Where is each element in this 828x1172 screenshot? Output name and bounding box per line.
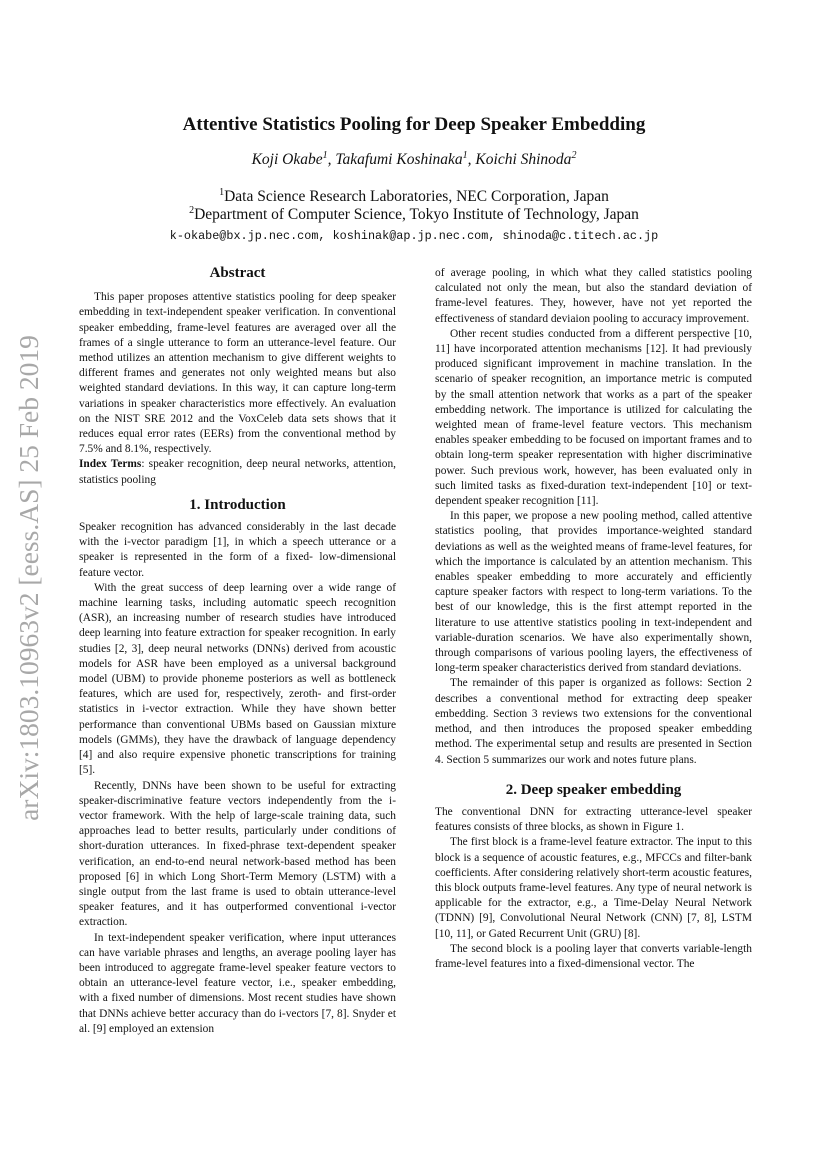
index-terms-label: Index Terms: [79, 458, 142, 471]
paragraph: of average pooling, in which what they called statistics pooling calculated not only the mean, but also the standard deviation of frame-level features. They, however, have not yet reported the effectiveness of standard deviaion pooling to accuracy improvement.: [435, 267, 752, 325]
left-column: [79, 266, 396, 1037]
affiliation-mark: 1: [219, 187, 225, 198]
abstract-text: This paper proposes attentive statistics pooling for deep speaker embedding in text-independent speaker verification. In conventional speaker embedding, frame-level features are averaged over all the frames of a single utterance to form an utterance-level feature. Our method utilizes an attention mechanism to give different weights to different frames and generates not only weighted means but also weighted standard deviations. In this way, it can capture long-term variations in speaker characteristics more effectively. An evaluation on the NIST SRE 2012 and the VoxCeleb data sets shows that it reduces equal error rates (EERs) from the conventional method by 7.5% and 8.1%, respectively.: [79, 291, 396, 456]
author-name: Koji Okabe: [251, 151, 323, 168]
author-name: Takafumi Koshinaka: [335, 151, 463, 168]
author-affiliation-mark: 1: [462, 150, 468, 161]
index-terms-text: : speaker recognition, deep neural networks, attention, statistics pooling: [79, 458, 396, 486]
paragraph: Speaker recognition has advanced considerably in the last decade with the i-vector paradigm [1], in which a speech utterance or a speaker is represented in the form of a fixed- low-dimensional feature vector.: [79, 521, 396, 579]
author-list: Koji Okabe$^1$, Takafumi Koshinaka$^1$, Koichi Shinoda$^2$: [251, 150, 577, 168]
right-column: [435, 266, 752, 972]
paper-title: Attentive Statistics Pooling for Deep Speaker Embedding: [182, 114, 646, 135]
author-emails: k-okabe@bx.jp.nec.com, koshinak@ap.jp.nec.com, shinoda@c.titech.ac.jp: [169, 229, 659, 243]
affiliation-text: Data Science Research Laboratories, NEC Corporation, Japan: [224, 188, 609, 205]
paragraph: In text-independent speaker verification, where input utterances can have variable phrases and lengths, an average pooling layer has been introduced to aggregate frame-level speaker feature vectors to obtain an utterance-level feature vector, i.e., speaker embedding, with a fixed number of dimensions. Most recent studies have shown that DNNs achieve better accuracy than do i-vectors [7, 8]. Snyder et al. [9] employed an extension: [79, 931, 396, 1035]
section-heading-deep-speaker-embedding: 2. Deep speaker embedding: [505, 781, 682, 798]
author-affiliation-mark: 2: [571, 150, 577, 161]
index-terms: [79, 457, 396, 487]
author-affiliation-mark: 1: [322, 150, 328, 161]
paragraph: With the great success of deep learning over a wide range of machine learning tasks, including automatic speech recognition (ASR), an increasing number of research studies have introduced deep learning into feature extraction for speaker recognition. In early studies [2, 3], deep neural networks (DNNs) derived from acoustic models for ASR have been employed as a universal background model (UBM) to provide phoneme posteriors as well as bottleneck features, which are used for, respectively, zeroth- and first-order statistics in i-vector extraction. While they have shown better performance than conventional UBMs based on Gaussian mixture models (GMMs), they have the drawback of language dependency [4] and also require expensive phonetic transcriptions for training [5].: [79, 581, 396, 777]
affiliation-text: Department of Computer Science, Tokyo Institute of Technology, Japan: [194, 206, 639, 223]
paragraph: Other recent studies conducted from a different perspective [10, 11] have incorporated attention mechanisms [12]. It had previously produced significant improvement in machine translation. In the scenario of speaker recognition, an importance metric is computed by the small attention network that works as a part of the speaker embedding network. The importance is utilized for calculating the weighted mean of frame-level feature vectors. This mechanism enables speaker embedding to be focused on important frames and to obtain long-term speaker representation with higher discriminative power. Such previous work, however, has been evaluated only in such limited tasks as fixed-duration text-independent [10] or text-dependent speaker recognition [11].: [435, 327, 752, 508]
arxiv-identifier: [8, 318, 50, 838]
paragraph: The conventional DNN for extracting utterance-level speaker features consists of three blocks, as shown in Figure 1.: [435, 805, 752, 834]
paragraph: Recently, DNNs have been shown to be useful for extracting speaker-discriminative feature vectors independently from the i-vector framework. With the help of large-scale training data, such approaches lead to better results, particularly under conditions of short-duration utterances. In fixed-phrase text-dependent speaker verification, an end-to-end neural network-based method has been proposed [6] in which Long Short-Term Memory (LSTM) with a single output from the last frame is used to obtain utterance-level speaker features, and it has outperformed conventional i-vector extraction.: [79, 779, 396, 929]
affiliation-1: [0, 188, 828, 206]
section-heading-introduction: 1. Introduction: [189, 496, 286, 513]
paragraph: The second block is a pooling layer that converts variable-length frame-level features into a fixed-dimensional vector. The: [435, 942, 752, 970]
arxiv-identifier-text: arXiv:1803.10963v2 [eess.AS] 25 Feb 2019: [13, 335, 44, 821]
abstract-heading: Abstract: [209, 265, 266, 281]
author-name: Koichi Shinoda: [475, 151, 572, 168]
affiliation-2: [0, 206, 828, 224]
affiliation-mark: 2: [189, 205, 195, 216]
paragraph: In this paper, we propose a new pooling method, called attentive statistics pooling, that provides importance-weighted standard deviations as well as the weighted means of frame-level features, for which the importance is calculated by an attention mechanism. This enables speaker embedding to more accurately and efficiently capture speaker factors with respect to long-term variations. To the best of our knowledge, this is the first attempt reported in the literature to use attentive statistics pooling in text-independent and variable-duration scenarios. We have also experimentally shown, through comparisons of various pooling layers, the effectiveness of long-term speaker characteristics derived from standard deviations.: [435, 510, 752, 675]
paragraph: The remainder of this paper is organized as follows: Section 2 describes a conventional method for extracting deep speaker embedding. Section 3 reviews two extensions for the conventional method, and then introduces the proposed speaker embedding method. The experimental setup and results are presented in Section 4. Section 5 summarizes our work and notes future plans.: [435, 677, 752, 766]
paragraph: The first block is a frame-level feature extractor. The input to this block is a sequence of acoustic features, e.g., MFCCs and filter-bank coefficients. After considering relatively short-term acoustic features, this block outputs frame-level features. Any type of neural network is applicable for the extractor, e.g., a Time-Delay Neural Network (TDNN) [9], Convolutional Neural Network (CNN) [7, 8], LSTM [10, 11], or Gated Recurrent Unit (GRU) [8].: [435, 836, 752, 940]
